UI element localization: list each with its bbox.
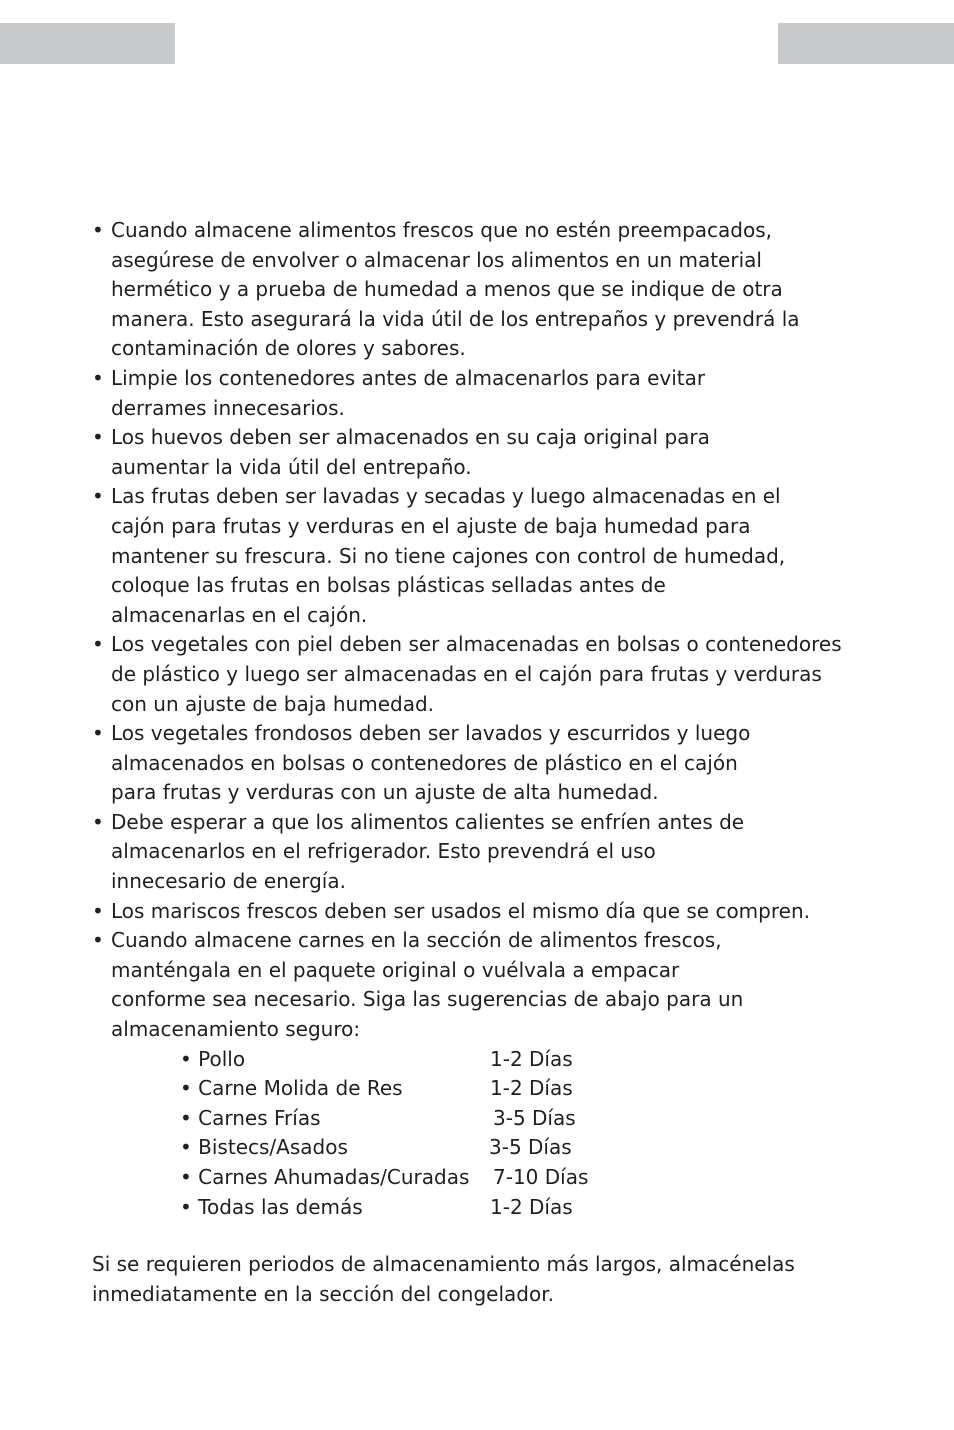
- tip-line: Los vegetales con piel deben ser almacenadas en bolsas o contenedores: [111, 632, 842, 657]
- tip-line: de plástico y luego ser almacenadas en el cajón para frutas y verduras: [111, 661, 822, 686]
- tip-line: almacenados en bolsas o contenedores de plástico en el cajón: [111, 750, 738, 775]
- tip-item: [92, 630, 842, 719]
- storage-days: 1-2 Días: [490, 1194, 573, 1219]
- storage-item: • Bistecs/Asados: [180, 1135, 348, 1160]
- tip-item: [92, 719, 792, 808]
- tip-line: contaminación de olores y sabores.: [111, 336, 466, 361]
- tip-line: Cuando almacene carnes en la sección de alimentos frescos,: [111, 928, 722, 953]
- storage-item-label: Bistecs/Asados: [198, 1135, 348, 1160]
- tips-list: [92, 216, 842, 1045]
- tip-line: innecesario de energía.: [111, 869, 346, 894]
- footer-line: Si se requieren periodos de almacenamiento más largos, almacénelas: [92, 1252, 795, 1276]
- tip-line: Debe esperar a que los alimentos calientes se enfríen antes de: [111, 809, 745, 834]
- bullet-dot: •: [92, 425, 104, 450]
- bullet-dot: •: [92, 218, 104, 242]
- footer-line: inmediatamente en la sección del congelador.: [92, 1281, 554, 1306]
- tip-line: Cuando almacene alimentos frescos que no estén preempacados,: [111, 218, 772, 242]
- bullet-dot: •: [92, 721, 104, 746]
- storage-days: 1-2 Días: [490, 1076, 573, 1101]
- storage-days: 3-5 Días: [489, 1135, 572, 1160]
- tip-line: manera. Esto asegurará la vida útil de los entrepaños y prevendrá la: [111, 306, 800, 331]
- bullet-dot: •: [92, 632, 104, 657]
- tip-line: Las frutas deben ser lavadas y secadas y luego almacenadas en el: [111, 484, 781, 509]
- storage-row: [92, 1104, 792, 1134]
- storage-item: • Carnes Ahumadas/Curadas: [180, 1165, 470, 1189]
- storage-item: • Pollo: [180, 1046, 246, 1071]
- tip-item: [92, 808, 792, 897]
- storage-item-label: Todas las demás: [198, 1194, 363, 1219]
- header-tab-right: [778, 23, 954, 64]
- meat-storage-list: [92, 1045, 792, 1223]
- storage-row: [92, 1163, 792, 1193]
- storage-days: 3-5 Días: [493, 1105, 576, 1130]
- tip-line: cajón para frutas y verduras en el ajuste de baja humedad para: [111, 513, 751, 538]
- tip-line: hermético y a prueba de humedad a menos que se indique de otra: [111, 277, 783, 302]
- tip-item: [92, 897, 810, 927]
- bullet-dot: •: [92, 809, 104, 834]
- tip-line: manténgala en el paquete original o vuélvala a empacar: [111, 957, 680, 982]
- storage-item-label: Carnes Ahumadas/Curadas: [198, 1165, 470, 1189]
- tip-line: almacenamiento seguro:: [111, 1017, 361, 1042]
- tip-line: Los huevos deben ser almacenados en su caja original para: [111, 425, 710, 450]
- bullet-dot: •: [92, 365, 104, 390]
- storage-item: • Carnes Frías: [180, 1105, 321, 1130]
- tip-line: almacenarlas en el cajón.: [111, 602, 368, 627]
- tip-item: [92, 364, 792, 423]
- storage-row: [92, 1074, 792, 1104]
- storage-days: 1-2 Días: [490, 1046, 573, 1071]
- tip-line: Los mariscos frescos deben ser usados el mismo día que se compren.: [111, 898, 810, 923]
- storage-tips-content: [92, 216, 842, 1222]
- bullet-dot: •: [92, 928, 104, 953]
- tip-line: asegúrese de envolver o almacenar los alimentos en un material: [111, 247, 762, 272]
- storage-item: • Todas las demás: [180, 1194, 363, 1219]
- bullet-dot: •: [92, 898, 104, 923]
- storage-row: [92, 1133, 792, 1163]
- storage-item-label: Carnes Frías: [198, 1105, 321, 1130]
- storage-row: [92, 1045, 792, 1075]
- tip-line: conforme sea necesario. Siga las sugerencias de abajo para un: [111, 987, 744, 1012]
- tip-item: [92, 216, 800, 364]
- bullet-dot: •: [92, 484, 104, 509]
- tip-line: derrames innecesarios.: [111, 395, 345, 420]
- tip-line: con un ajuste de baja humedad.: [111, 691, 435, 716]
- tip-line: Limpie los contenedores antes de almacenarlos para evitar: [111, 365, 706, 390]
- tip-line: mantener su frescura. Si no tiene cajones con control de humedad,: [111, 543, 786, 568]
- tip-item: [92, 423, 792, 482]
- tip-line: aumentar la vida útil del entrepaño.: [111, 454, 472, 479]
- storage-row: [92, 1193, 792, 1223]
- tip-line: almacenarlos en el refrigerador. Esto prevendrá el uso: [111, 839, 656, 864]
- tip-line: Los vegetales frondosos deben ser lavados y escurridos y luego: [111, 721, 751, 746]
- storage-item-label: Carne Molida de Res: [198, 1076, 403, 1101]
- tip-line: para frutas y verduras con un ajuste de alta humedad.: [111, 780, 659, 805]
- storage-item: • Carne Molida de Res: [180, 1076, 403, 1101]
- storage-item-label: Pollo: [198, 1046, 246, 1071]
- tip-item: [92, 926, 792, 1044]
- header-tab-left: [0, 23, 175, 64]
- footer-note: [92, 1250, 812, 1309]
- tip-line: coloque las frutas en bolsas plásticas selladas antes de: [111, 573, 666, 598]
- tip-item: [92, 482, 792, 630]
- storage-days: 7-10 Días: [493, 1165, 589, 1189]
